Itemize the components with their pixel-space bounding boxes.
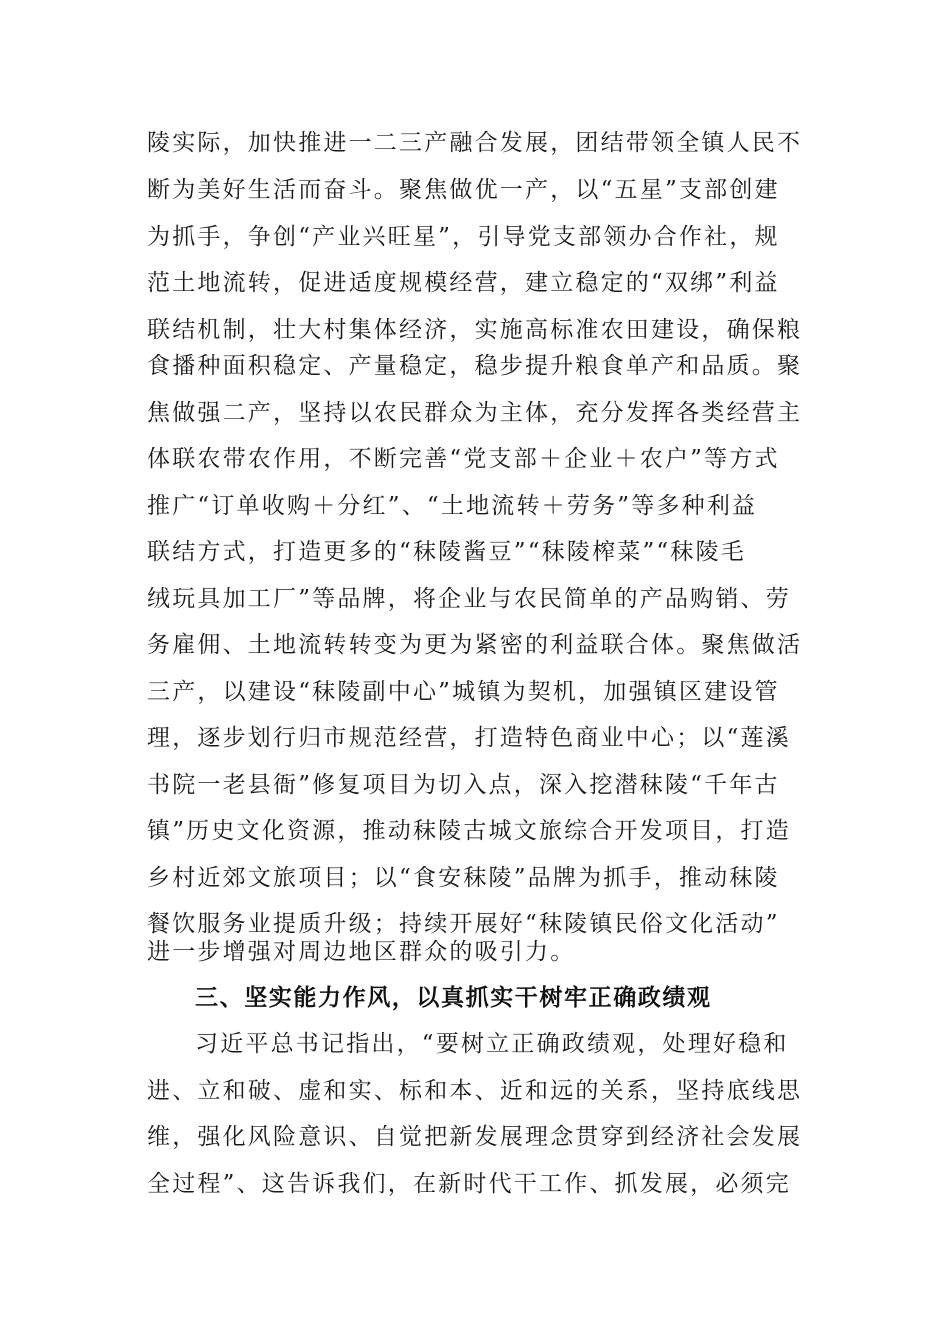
paragraph-line: 乡村近郊文旅项目；以“食安秣陵”品牌为抓手，推动秣陵 bbox=[147, 865, 780, 891]
paragraph-line: 三产，以建设“秣陵副中心”城镇为契机，加强镇区建设管 bbox=[147, 679, 780, 705]
section-heading: 三、坚实能力作风，以真抓实干树牢正确政绩观 bbox=[195, 985, 712, 1011]
paragraph-line: 理，逐步划行归市规范经营，打造特色商业中心；以“莲溪 bbox=[147, 725, 791, 751]
paragraph-line: 联结机制，壮大村集体经济，实施高标准农田建设，确保粮 bbox=[147, 317, 803, 343]
paragraph-line: 镇”历史文化资源，推动秣陵古城文旅综合开发项目，打造 bbox=[147, 818, 791, 844]
paragraph-line: 食播种面积稳定、产量稳定，稳步提升粮食单产和品质。聚 bbox=[147, 353, 803, 379]
paragraph-line: 餐饮服务业提质升级；持续开展好“秣陵镇民俗文化活动” bbox=[147, 911, 780, 937]
paragraph-line: 绒玩具加工厂”等品牌，将企业与农民简单的产品购销、劳 bbox=[147, 586, 791, 612]
paragraph-line: 书院一老县衙”修复项目为切入点，深入挖潜秣陵“千年古 bbox=[147, 772, 780, 798]
paragraph-line: 推广“订单收购＋分红”、“土地流转＋劳务”等多种利益 bbox=[147, 493, 758, 519]
paragraph-line: 维，强化风险意识、自觉把新发展理念贯穿到经济社会发展 bbox=[147, 1124, 803, 1150]
paragraph-line: 习近平总书记指出，“要树立正确政绩观，处理好稳和 bbox=[195, 1031, 789, 1057]
paragraph-line: 范土地流转，促进适度规模经营，建立稳定的“双绑”利益 bbox=[147, 270, 780, 296]
paragraph-line: 陵实际，加快推进一二三产融合发展，团结带领全镇人民不 bbox=[147, 130, 803, 156]
paragraph-line: 进一步增强对周边地区群众的吸引力。 bbox=[147, 939, 576, 965]
paragraph-line: 联结方式，打造更多的“秣陵酱豆”“秣陵榨菜”“秣陵毛 bbox=[147, 539, 746, 565]
paragraph-line: 为抓手，争创“产业兴旺星”，引导党支部领办合作社，规 bbox=[147, 224, 780, 250]
paragraph-line: 焦做强二产，坚持以农民群众为主体，充分发挥各类经营主 bbox=[147, 400, 803, 426]
paragraph-line: 全过程”、这告诉我们，在新时代干工作、抓发展，必须完 bbox=[147, 1171, 791, 1197]
paragraph-line: 进、立和破、虚和实、标和本、近和远的关系，坚持底线思 bbox=[147, 1078, 803, 1104]
paragraph-line: 务雇佣、土地流转转变为更为紧密的利益联合体。聚焦做活 bbox=[147, 632, 803, 658]
paragraph-line: 体联农带农作用，不断完善“党支部＋企业＋农户”等方式 bbox=[147, 446, 780, 472]
paragraph-line: 断为美好生活而奋斗。聚焦做优一产，以“五星”支部创建 bbox=[147, 177, 780, 203]
